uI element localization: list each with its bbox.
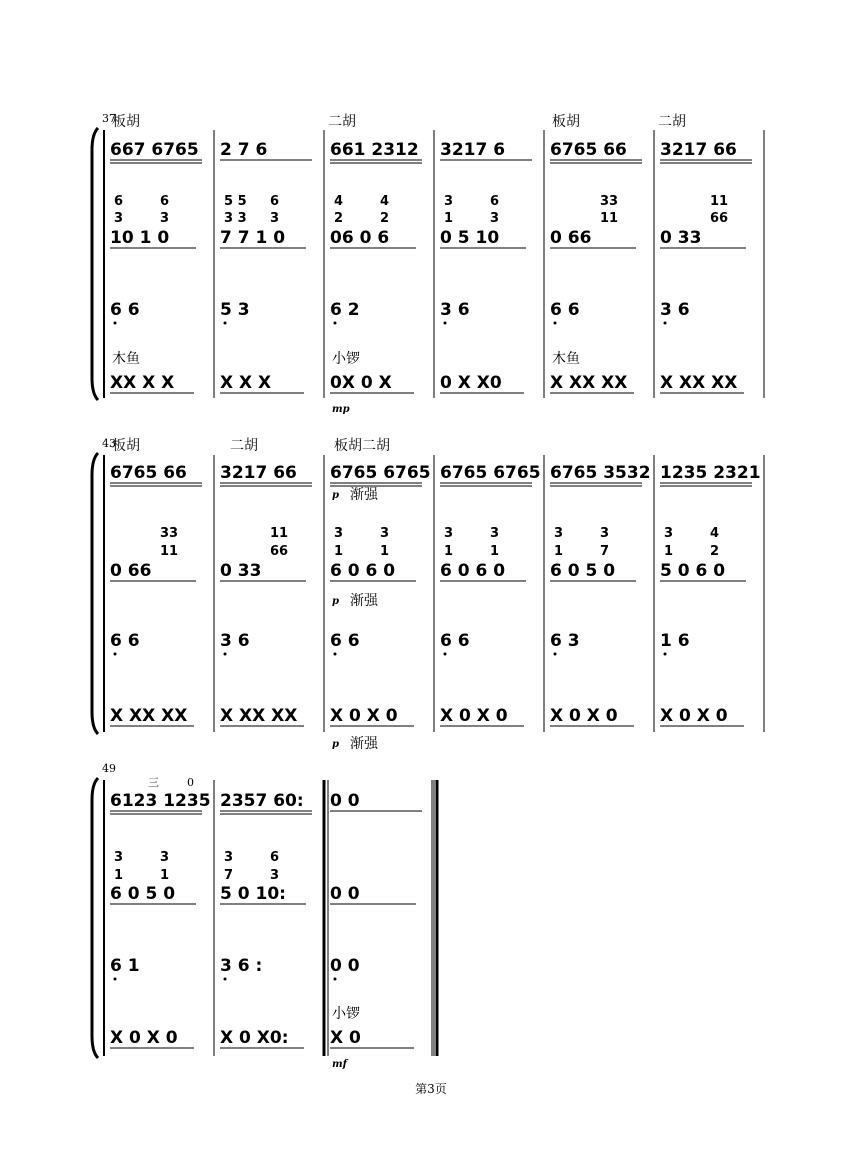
chord-note-top: 6 xyxy=(270,194,280,209)
octave-dot xyxy=(664,653,667,656)
measure-number: 43 xyxy=(102,437,116,450)
chord-note-mid: 1 xyxy=(380,544,390,559)
instrument-label: 二胡 xyxy=(658,114,686,130)
chord-note-top: 11 xyxy=(710,194,729,209)
chord-note-mid: 1 xyxy=(114,868,124,883)
bass-notes: 6 6 xyxy=(440,631,470,651)
percussion-notes: X 0 X 0 xyxy=(660,706,728,726)
bass-notes: 5 3 xyxy=(220,300,250,320)
chord-note-mid: 7 xyxy=(224,868,234,883)
octave-dot xyxy=(224,322,227,325)
measure xyxy=(440,463,541,726)
percussion-notes: X XX XX xyxy=(220,706,298,726)
measure xyxy=(550,463,651,726)
harmony-notes: 7 7 1 0 xyxy=(220,228,286,248)
measure-number: 49 xyxy=(102,762,116,775)
chord-note-mid: 2 xyxy=(334,211,344,226)
percussion-label: 木鱼 xyxy=(552,351,580,367)
percussion-label: 木鱼 xyxy=(112,351,140,367)
crescendo-text: 渐强 xyxy=(350,593,378,609)
chord-note-top: 4 xyxy=(334,194,344,209)
percussion-label: 小锣 xyxy=(332,1006,360,1022)
octave-dot xyxy=(114,978,117,981)
measure xyxy=(660,463,761,726)
dynamic-marking: p xyxy=(332,490,339,501)
measure xyxy=(660,140,752,393)
chord-note-mid: 3 xyxy=(270,868,280,883)
percussion-notes: 0 X X0 xyxy=(440,373,502,393)
dynamic-marking: p xyxy=(332,739,339,750)
system-bracket xyxy=(92,128,98,400)
octave-dot xyxy=(554,322,557,325)
chord-note-top: 11 xyxy=(270,526,289,541)
octave-dot xyxy=(114,322,117,325)
chord-note-mid: 1 xyxy=(490,544,500,559)
octave-dot xyxy=(554,653,557,656)
chord-note-top: 6 xyxy=(160,194,170,209)
dynamic-marking: mf xyxy=(332,1059,347,1070)
bass-notes: 6 6 xyxy=(330,631,360,651)
chord-note-top: 3 xyxy=(380,526,390,541)
harmony-notes: 6 0 5 0 xyxy=(110,884,176,904)
chord-note-mid: 3 xyxy=(490,211,500,226)
system-bracket xyxy=(92,778,98,1058)
octave-dot xyxy=(334,653,337,656)
chord-note-top: 6 xyxy=(490,194,500,209)
harmony-notes: 0 33 xyxy=(220,561,262,581)
chord-note-top: 3 xyxy=(114,850,124,865)
chord-note-mid: 3 xyxy=(114,211,124,226)
instrument-label: 二胡 xyxy=(230,438,258,454)
bass-notes: 6 6 xyxy=(550,300,580,320)
chord-note-top: 33 xyxy=(160,526,179,541)
system-bracket xyxy=(92,453,98,734)
octave-dot xyxy=(334,978,337,981)
bass-notes: 3 6 xyxy=(220,631,250,651)
harmony-notes: 5 0 6 0 xyxy=(660,561,726,581)
score-system-1 xyxy=(92,112,764,415)
chord-note-mid: 3 3 xyxy=(224,211,247,226)
measure xyxy=(110,463,202,726)
bass-notes: 6 2 xyxy=(330,300,360,320)
harmony-notes: 0 5 10 xyxy=(440,228,500,248)
melody-notes: 3217 6 xyxy=(440,140,506,160)
page-number: 第3页 xyxy=(415,1082,447,1096)
percussion-notes: X X X xyxy=(220,373,272,393)
octave-dot xyxy=(664,322,667,325)
chord-note-top: 5 5 xyxy=(224,194,247,209)
harmony-notes: 0 0 xyxy=(330,884,360,904)
melody-notes: 6765 6765 xyxy=(440,463,541,483)
harmony-notes: 5 0 10: xyxy=(220,884,286,904)
chord-note-top: 4 xyxy=(380,194,390,209)
chord-note-top: 4 xyxy=(710,526,720,541)
octave-dot xyxy=(114,653,117,656)
harmony-notes: 6 0 6 0 xyxy=(330,561,396,581)
octave-dot xyxy=(224,978,227,981)
chord-note-mid: 1 xyxy=(160,868,170,883)
melody-notes: 6765 66 xyxy=(550,140,627,160)
percussion-notes: X 0 xyxy=(330,1028,361,1048)
melody-notes: 6765 3532 xyxy=(550,463,651,483)
chord-note-top: 6 xyxy=(270,850,280,865)
instrument-label: 板胡 xyxy=(112,438,140,454)
chord-note-top: 3 xyxy=(490,526,500,541)
bass-notes: 0 0 xyxy=(330,956,360,976)
harmony-notes: 0 66 xyxy=(110,561,152,581)
harmony-notes: 6 0 5 0 xyxy=(550,561,616,581)
measure xyxy=(330,463,431,726)
melody-notes: 1235 2321 xyxy=(660,463,761,483)
crescendo-text: 渐强 xyxy=(350,487,378,503)
bowing-mark: 三 xyxy=(148,776,159,789)
measure-number: 37 xyxy=(102,112,116,125)
bass-notes: 6 1 xyxy=(110,956,140,976)
melody-notes: 2357 60: xyxy=(220,791,304,811)
instrument-label: 板胡 xyxy=(112,114,140,130)
percussion-label: 小锣 xyxy=(332,351,360,367)
percussion-notes: X 0 X 0 xyxy=(330,706,398,726)
bass-notes: 3 6 : xyxy=(220,956,263,976)
chord-note-top: 3 xyxy=(664,526,674,541)
melody-notes: 661 2312 xyxy=(330,140,419,160)
harmony-notes: 0 66 xyxy=(550,228,592,248)
measure xyxy=(220,463,312,726)
instrument-label: 板胡二胡 xyxy=(334,438,390,454)
melody-notes: 667 6765 xyxy=(110,140,199,160)
score-system-3 xyxy=(92,762,437,1070)
melody-notes: 6123 1235 xyxy=(110,791,211,811)
measure xyxy=(220,791,312,1048)
harmony-notes: 10 1 0 xyxy=(110,228,170,248)
chord-note-mid: 2 xyxy=(380,211,390,226)
bass-notes: 1 6 xyxy=(660,631,690,651)
bowing-mark: 0 xyxy=(187,776,194,789)
chord-note-mid: 1 xyxy=(664,544,674,559)
chord-note-top: 3 xyxy=(444,526,454,541)
chord-note-top: 6 xyxy=(114,194,124,209)
chord-note-mid: 3 xyxy=(160,211,170,226)
chord-note-top: 3 xyxy=(224,850,234,865)
octave-dot xyxy=(224,653,227,656)
dynamic-marking: p xyxy=(332,596,339,607)
dynamic-marking: mp xyxy=(332,404,350,415)
harmony-notes: 0 33 xyxy=(660,228,702,248)
chord-note-mid: 7 xyxy=(600,544,610,559)
percussion-notes: X 0 X 0 xyxy=(440,706,508,726)
bass-notes: 3 6 xyxy=(440,300,470,320)
percussion-notes: X 0 X 0 xyxy=(550,706,618,726)
melody-notes: 2 7 6 xyxy=(220,140,268,160)
instrument-label: 板胡 xyxy=(552,114,580,130)
percussion-notes: X 0 X0: xyxy=(220,1028,289,1048)
melody-notes: 6765 6765 xyxy=(330,463,431,483)
chord-note-top: 3 xyxy=(334,526,344,541)
chord-note-mid: 1 xyxy=(444,544,454,559)
bass-notes: 6 3 xyxy=(550,631,580,651)
measure xyxy=(440,140,532,393)
melody-notes: 3217 66 xyxy=(660,140,737,160)
chord-note-mid: 1 xyxy=(444,211,454,226)
bass-notes: 3 6 xyxy=(660,300,690,320)
chord-note-mid: 1 xyxy=(334,544,344,559)
chord-note-top: 3 xyxy=(444,194,454,209)
chord-note-mid: 1 xyxy=(554,544,564,559)
instrument-label: 二胡 xyxy=(328,114,356,130)
octave-dot xyxy=(444,322,447,325)
bass-notes: 6 6 xyxy=(110,300,140,320)
percussion-notes: X XX XX xyxy=(660,373,738,393)
chord-note-mid: 2 xyxy=(710,544,720,559)
melody-notes: 6765 66 xyxy=(110,463,187,483)
chord-note-top: 3 xyxy=(160,850,170,865)
percussion-notes: XX X X xyxy=(110,373,175,393)
measure xyxy=(220,140,312,393)
measure xyxy=(110,791,211,1048)
bass-notes: 6 6 xyxy=(110,631,140,651)
chord-note-mid: 66 xyxy=(710,211,729,226)
harmony-notes: 6 0 6 0 xyxy=(440,561,506,581)
chord-note-mid: 3 xyxy=(270,211,280,226)
octave-dot xyxy=(444,653,447,656)
percussion-notes: 0X 0 X xyxy=(330,373,392,393)
score-system-2 xyxy=(92,437,764,752)
chord-note-mid: 11 xyxy=(600,211,619,226)
crescendo-text: 渐强 xyxy=(350,736,378,752)
percussion-notes: X XX XX xyxy=(110,706,188,726)
harmony-notes: 06 0 6 xyxy=(330,228,390,248)
chord-note-mid: 11 xyxy=(160,544,179,559)
octave-dot xyxy=(334,322,337,325)
percussion-notes: X XX XX xyxy=(550,373,628,393)
melody-notes: 0 0 xyxy=(330,791,360,811)
chord-note-top: 33 xyxy=(600,194,619,209)
chord-note-mid: 66 xyxy=(270,544,289,559)
chord-note-top: 3 xyxy=(554,526,564,541)
chord-note-top: 3 xyxy=(600,526,610,541)
melody-notes: 3217 66 xyxy=(220,463,297,483)
percussion-notes: X 0 X 0 xyxy=(110,1028,178,1048)
